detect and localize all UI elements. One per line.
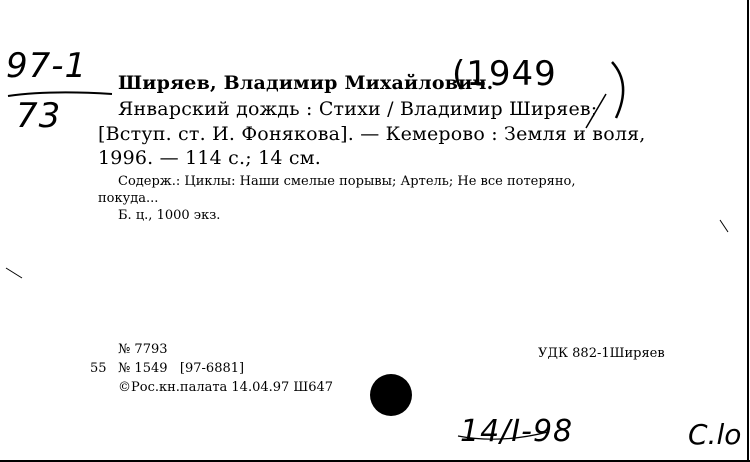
imprint-line: 1996. — 114 с.; 14 см. [98, 147, 321, 169]
handwritten-initials: C.lo [688, 418, 742, 451]
contents-line-2: покуда... [98, 191, 159, 206]
handwritten-year: (1949 [452, 54, 557, 94]
handwritten-code-bottom: 73 [16, 96, 62, 136]
year-closing-bracket [612, 62, 623, 118]
registration-number: № 7793 [118, 342, 168, 357]
code-underline [8, 92, 112, 96]
contents-line-1: Содерж.: Циклы: Наши смелые порывы; Артель; Не все потеряно, [118, 174, 576, 189]
author-heading: Ширяев, Владимир Михайлович. [118, 72, 494, 94]
title-line: Январский дождь : Стихи / Владимир Ширяев; [118, 98, 598, 120]
price-line: Б. ц., 1000 экз. [118, 208, 221, 223]
responsibility-line: [Вступ. ст. И. Фонякова]. — Кемерово : Земля и воля, [98, 123, 646, 145]
registration-prefix: 55 [90, 361, 107, 376]
handwritten-stamp-date: 14/I-98 [460, 414, 574, 449]
stray-mark-left [6, 268, 22, 278]
card-edge-right [747, 0, 749, 462]
book-chamber-line: ©Рос.кн.палата 14.04.97 Ш647 [118, 380, 334, 395]
udk-code: УДК 882-1Ширяев [538, 346, 665, 361]
handwritten-code-top: 97-1 [6, 46, 88, 86]
registration-number-2: № 1549 [97-6881] [118, 361, 245, 376]
stray-mark-right [720, 220, 728, 232]
ink-blot [370, 374, 412, 416]
